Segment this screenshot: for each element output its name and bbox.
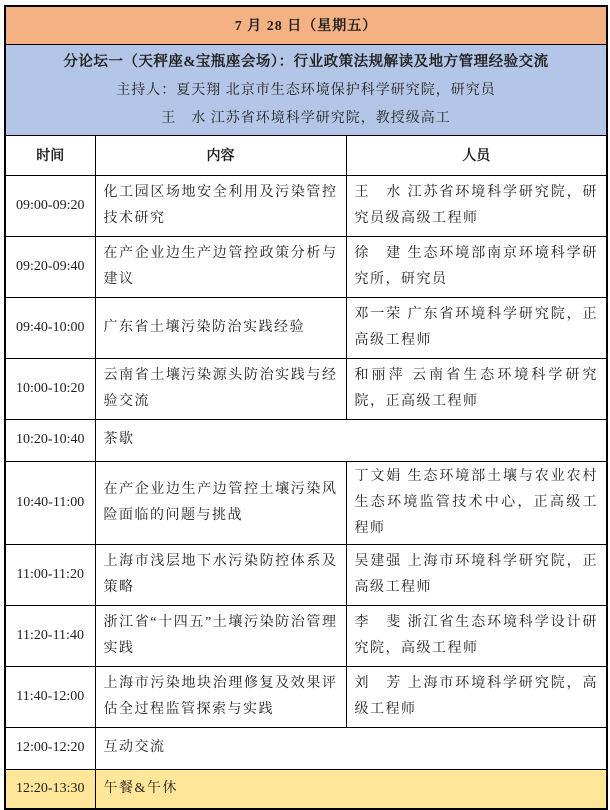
break-row [5, 419, 607, 461]
content-cell: 在产企业边生产边管控政策分析与建议 [95, 236, 346, 297]
date-header: 7 月 28 日（星期五） [5, 6, 607, 44]
header-time: 时间 [5, 135, 95, 175]
break-row [5, 727, 607, 769]
date-banner-row [5, 6, 607, 44]
time-cell: 11:40-12:00 [5, 666, 95, 727]
time-cell: 12:20-13:30 [5, 769, 95, 809]
person-cell: 李 斐 浙江省生态环境科学设计研究院，高级工程师 [346, 605, 607, 666]
schedule-row [5, 605, 607, 666]
person-cell: 吴建强 上海市环境科学研究院，正高级工程师 [346, 544, 607, 605]
time-cell: 11:20-11:40 [5, 605, 95, 666]
content-cell: 浙江省“十四五”土壤污染防治管理实践 [95, 605, 346, 666]
time-cell: 10:20-10:40 [5, 419, 95, 461]
content-cell: 云南省土壤污染源头防治实践与经验交流 [95, 358, 346, 419]
content-cell: 午餐&午休 [95, 769, 607, 809]
time-cell: 10:40-11:00 [5, 461, 95, 544]
host-line-2: 王 水 江苏省环境科学研究院，教授级高工 [161, 110, 451, 126]
schedule-row [5, 461, 607, 544]
time-cell: 11:00-11:20 [5, 544, 95, 605]
time-cell: 09:20-09:40 [5, 236, 95, 297]
content-cell: 互动交流 [95, 727, 607, 769]
person-cell: 徐 建 生态环境部南京环境科学研究所，研究员 [346, 236, 607, 297]
schedule-row [5, 236, 607, 297]
lunch-row [5, 769, 607, 809]
header-content: 内容 [95, 135, 346, 175]
person-cell: 王 水 江苏省环境科学研究院，研究员级高级工程师 [346, 175, 607, 236]
time-cell: 10:00-10:20 [5, 358, 95, 419]
person-cell: 丁文娟 生态环境部土壤与农业农村生态环境监管技术中心，正高级工程师 [346, 461, 607, 544]
content-cell: 化工园区场地安全利用及污染管控技术研究 [95, 175, 346, 236]
content-cell: 茶歇 [95, 419, 607, 461]
agenda-table [4, 5, 608, 810]
schedule-row [5, 544, 607, 605]
host-line-1: 主持人：夏天翔 北京市生态环境保护科学研究院，研究员 [116, 82, 496, 98]
column-header-row [5, 135, 607, 175]
person-cell: 邓一荣 广东省环境科学研究院，正高级工程师 [346, 297, 607, 358]
content-cell: 广东省土壤污染防治实践经验 [95, 297, 346, 358]
schedule-row [5, 297, 607, 358]
person-cell: 和丽萍 云南省生态环境科学研究院，正高级工程师 [346, 358, 607, 419]
time-cell: 09:00-09:20 [5, 175, 95, 236]
forum-banner-cell [5, 44, 607, 135]
schedule-row [5, 175, 607, 236]
schedule-row [5, 666, 607, 727]
forum-title: 分论坛一（天秤座&宝瓶座会场）：行业政策法规解读及地方管理经验交流 [63, 53, 549, 70]
time-cell: 09:40-10:00 [5, 297, 95, 358]
forum-banner-row [5, 44, 607, 135]
schedule-row [5, 358, 607, 419]
content-cell: 在产企业边生产边管控土壤污染风险面临的问题与挑战 [95, 461, 346, 544]
header-person: 人员 [346, 135, 607, 175]
person-cell: 刘 芳 上海市环境科学研究院，高级工程师 [346, 666, 607, 727]
content-cell: 上海市浅层地下水污染防控体系及策略 [95, 544, 346, 605]
content-cell: 上海市污染地块治理修复及效果评估全过程监管探索与实践 [95, 666, 346, 727]
time-cell: 12:00-12:20 [5, 727, 95, 769]
